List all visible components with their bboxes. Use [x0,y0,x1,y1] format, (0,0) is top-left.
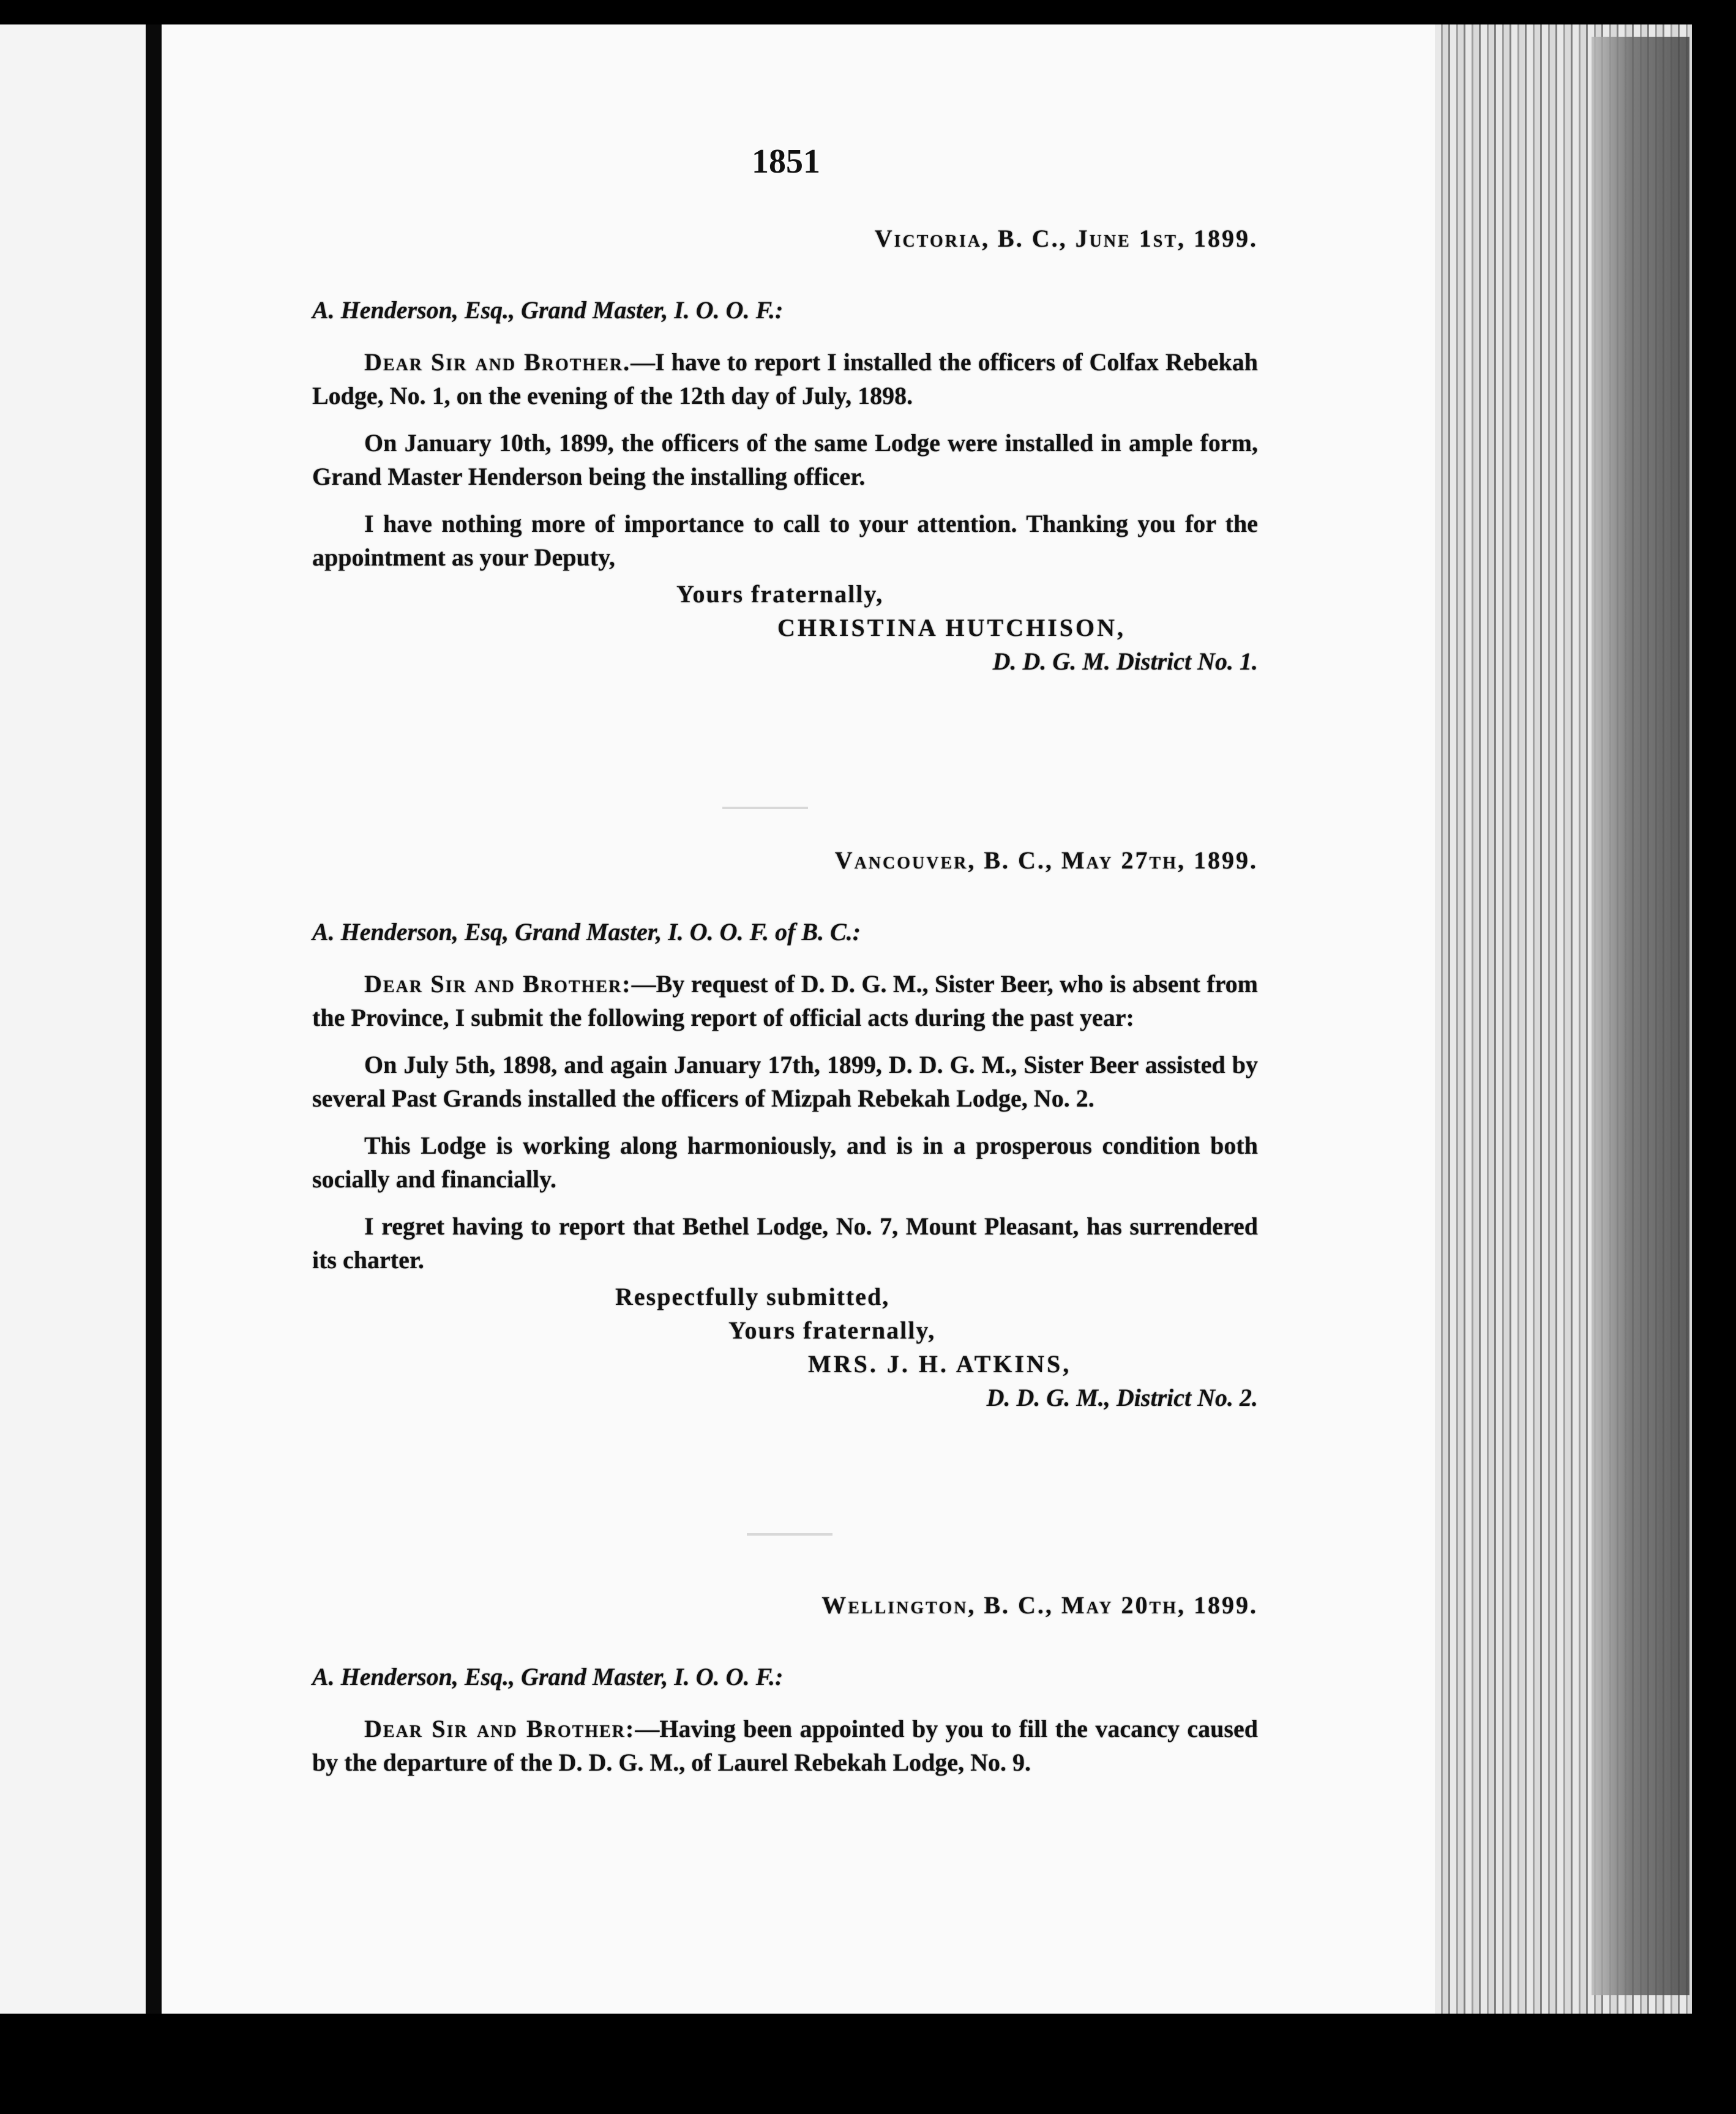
letter-2-paragraph: Dear Sir and Brother:—By request of D. D. G. M., Sister Beer, who is absent from the Province, I submit the following report of official acts during the past year: [312,970,1258,1031]
letter-2-paragraph: I regret having to report that Bethel Lodge, No. 7, Mount Pleasant, has surrendered its charter. [312,1212,1258,1274]
letter-1-paragraph: I have nothing more of importance to call to your attention. Thanking you for the appointment as your Deputy, [312,510,1258,571]
letter-3 [312,1588,1258,1779]
letter-1-paragraph: Dear Sir and Brother.—I have to report I installed the officers of Colfax Rebekah Lodge, No. 1, on the evening of the 12th day of July, 1898. [312,348,1259,409]
book-gutter [146,24,162,2014]
page-edges-shadow [1592,37,1689,1995]
left-facing-page [0,24,146,2014]
letter-2-signature: MRS. J. H. ATKINS, [808,1350,1072,1378]
letter-3-paragraph: Dear Sir and Brother:—Having been appointed by you to fill the vacancy caused by the departure of the D. D. G. M., of Laurel Rebekah Lodge, No. 9. [312,1715,1258,1776]
letter-3-dateline: Wellington, B. C., May 20th, 1899. [821,1591,1258,1619]
page-number: 1851 [752,143,820,181]
letter-2-paragraph: On July 5th, 1898, and again January 17th, 1899, D. D. G. M., Sister Beer assisted by several Past Grands installed the officers of Mizpah Rebekah Lodge, No. 2. [312,1051,1258,1112]
letter-2-closing: Respectfully submitted, [615,1283,890,1310]
section-divider [722,807,808,809]
letter-2-greeting: Dear Sir and Brother: [364,970,632,998]
letter-2-closing: Yours fraternally, [728,1317,936,1344]
letter-2-salutation: A. Henderson, Esq, Grand Master, I. O. O. F. of B. C.: [312,918,861,946]
letter-1-signatory-title: D. D. G. M. District No. 1. [992,648,1258,675]
letter-1-greeting: Dear Sir and Brother. [364,348,631,376]
letter-1-paragraph: On January 10th, 1899, the officers of the same Lodge were installed in ample form, Grand Master Henderson being the installing officer. [312,429,1258,490]
letter-1-salutation: A. Henderson, Esq., Grand Master, I. O. O. F.: [312,296,784,324]
letter-3-salutation: A. Henderson, Esq., Grand Master, I. O. O. F.: [312,1663,784,1690]
letter-1-dateline: Victoria, B. C., June 1st, 1899. [874,225,1258,252]
letter-2-dateline: Vancouver, B. C., May 27th, 1899. [834,846,1258,874]
letter-1 [312,222,1258,678]
letter-2-paragraph: This Lodge is working along harmoniously, and is in a prosperous condition both socially and financially. [312,1132,1258,1193]
letter-1-signature: CHRISTINA HUTCHISON, [777,614,1126,641]
letter-2 [312,843,1258,1414]
letter-2-signatory-title: D. D. G. M., District No. 2. [986,1384,1258,1411]
section-divider [747,1533,832,1536]
letter-3-greeting: Dear Sir and Brother: [364,1715,635,1742]
letter-1-closing: Yours fraternally, [676,580,884,608]
